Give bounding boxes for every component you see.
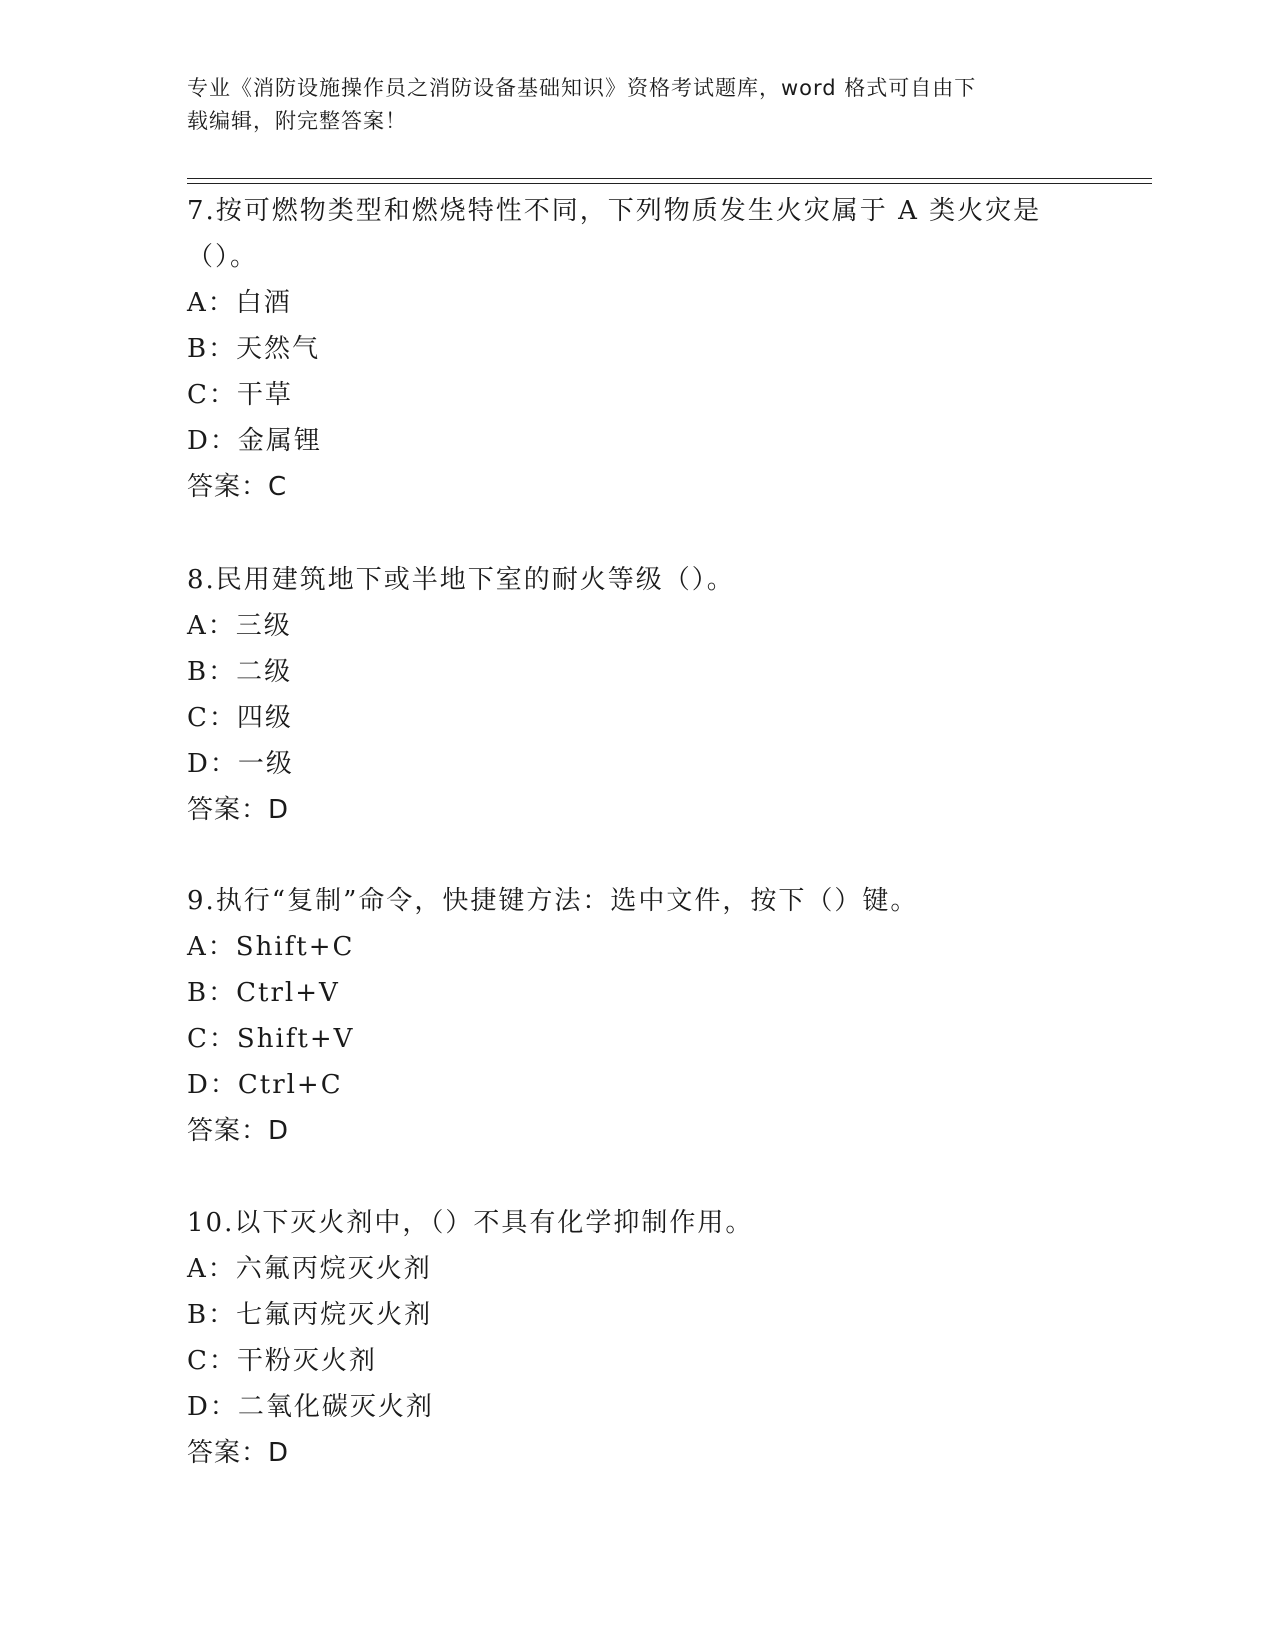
option-c: C：四级 — [187, 703, 293, 733]
option-b: B：天然气 — [187, 334, 321, 364]
answer: 答案：C — [187, 472, 288, 502]
option-c: C：干草 — [187, 380, 293, 410]
question-7 — [187, 188, 1087, 510]
option-c: C：Shift+V — [187, 1024, 355, 1054]
question-10 — [187, 1200, 1087, 1476]
option-d: D：Ctrl+C — [187, 1070, 343, 1100]
option-c: C：干粉灭火剂 — [187, 1346, 377, 1376]
question-stem: 8.民用建筑地下或半地下室的耐火等级（）。 — [187, 565, 735, 595]
answer: 答案：D — [187, 795, 290, 825]
question-stem-continued: （）。 — [187, 242, 259, 272]
question-stem: 7.按可燃物类型和燃烧特性不同，下列物质发生火灾属于 A 类火灾是 — [187, 196, 1042, 226]
header-divider-top — [187, 178, 1152, 179]
option-a: A：Shift+C — [187, 932, 355, 962]
answer: 答案：D — [187, 1438, 290, 1468]
option-a: A：三级 — [187, 611, 292, 641]
answer: 答案：D — [187, 1116, 290, 1146]
option-d: D：二氧化碳灭火剂 — [187, 1392, 434, 1422]
header-divider-bottom — [187, 183, 1152, 184]
option-a: A：白酒 — [187, 288, 292, 318]
option-b: B：Ctrl+V — [187, 978, 340, 1008]
question-stem: 10.以下灭火剂中，（）不具有化学抑制作用。 — [187, 1208, 754, 1238]
header-line-1: 专业《消防设施操作员之消防设备基础知识》资格考试题库，word 格式可自由下 — [187, 76, 977, 100]
header-line-2: 载编辑，附完整答案！ — [187, 109, 407, 133]
option-b: B：二级 — [187, 657, 293, 687]
document-header — [187, 72, 1087, 138]
question-8 — [187, 557, 1087, 833]
option-a: A：六氟丙烷灭火剂 — [187, 1254, 432, 1284]
option-d: D：金属锂 — [187, 426, 322, 456]
question-stem: 9.执行“复制”命令，快捷键方法：选中文件，按下（）键。 — [187, 886, 919, 916]
question-9 — [187, 878, 1087, 1154]
option-d: D：一级 — [187, 749, 294, 779]
option-b: B：七氟丙烷灭火剂 — [187, 1300, 433, 1330]
